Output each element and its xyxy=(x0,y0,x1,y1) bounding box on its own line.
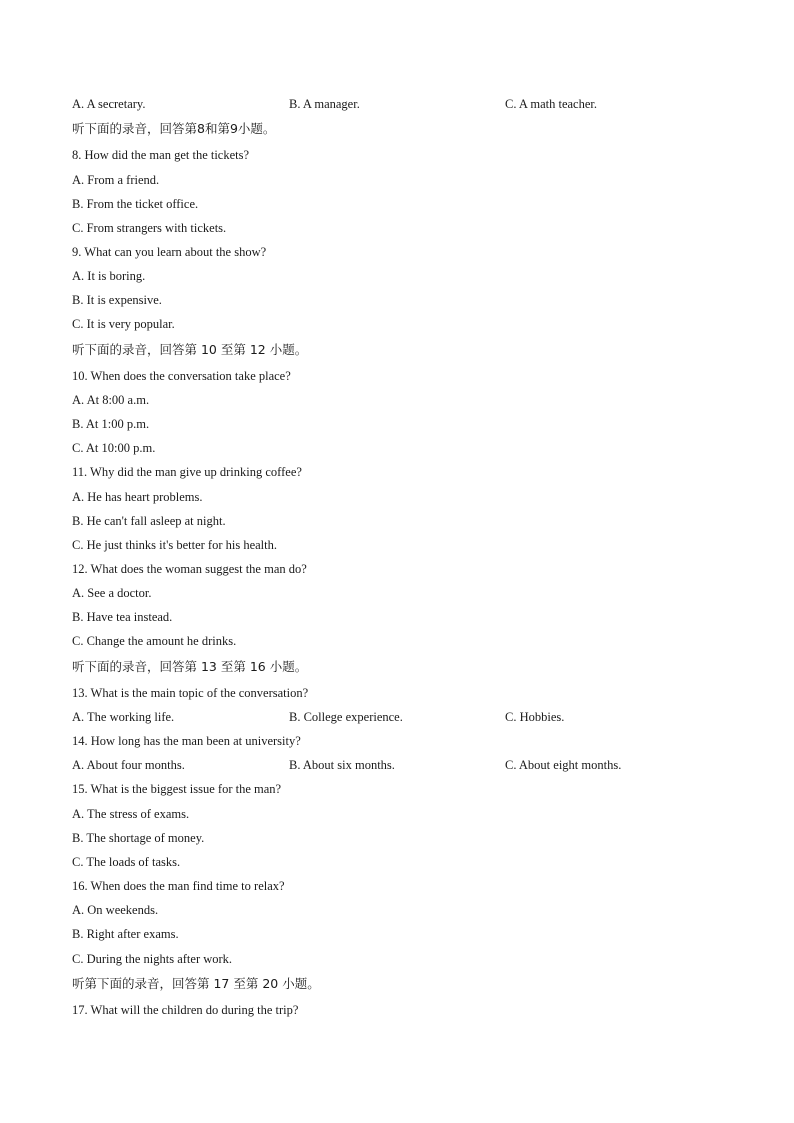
q10-option-b: B. At 1:00 p.m. xyxy=(72,417,150,431)
q11-option-b: B. He can't fall asleep at night. xyxy=(72,514,226,528)
q8-option-b: B. From the ticket office. xyxy=(72,197,199,211)
q12-question: 12. What does the woman suggest the man do? xyxy=(72,562,307,576)
q14-option-c: C. About eight months. xyxy=(505,758,622,772)
q10-question: 10. When does the conversation take place? xyxy=(72,369,291,383)
q16-option-a: A. On weekends. xyxy=(72,903,159,917)
q13-option-c: C. Hobbies. xyxy=(505,710,565,724)
q11-question: 11. Why did the man give up drinking coffee? xyxy=(72,465,302,479)
q13-question: 13. What is the main topic of the conversation? xyxy=(72,686,309,700)
q8-option-a: A. From a friend. xyxy=(72,173,160,187)
q10-option-c: C. At 10:00 p.m. xyxy=(72,441,156,455)
q16-option-b: B. Right after exams. xyxy=(72,927,179,941)
q12-option-c: C. Change the amount he drinks. xyxy=(72,634,237,648)
q9-option-b: B. It is expensive. xyxy=(72,293,162,307)
q14-option-b: B. About six months. xyxy=(289,758,395,772)
q8-question: 8. How did the man get the tickets? xyxy=(72,148,250,162)
q10-option-a: A. At 8:00 a.m. xyxy=(72,393,150,407)
section-heading-17-20: 听第下面的录音，回答第 17 至第 20 小题。 xyxy=(72,976,320,991)
section-heading-10-12: 听下面的录音，回答第 10 至第 12 小题。 xyxy=(72,342,308,357)
q11-option-c: C. He just thinks it's better for his health. xyxy=(72,538,278,552)
q8-option-c: C. From strangers with tickets. xyxy=(72,221,227,235)
q12-option-a: A. See a doctor. xyxy=(72,586,152,600)
section-heading-13-16: 听下面的录音，回答第 13 至第 16 小题。 xyxy=(72,659,308,674)
q13-option-a: A. The working life. xyxy=(72,710,175,724)
q15-option-c: C. The loads of tasks. xyxy=(72,855,181,869)
q7-option-a: A. A secretary. xyxy=(72,97,146,111)
q14-option-a: A. About four months. xyxy=(72,758,185,772)
q9-question: 9. What can you learn about the show? xyxy=(72,245,267,259)
q13-option-b: B. College experience. xyxy=(289,710,403,724)
q15-option-b: B. The shortage of money. xyxy=(72,831,205,845)
q9-option-c: C. It is very popular. xyxy=(72,317,175,331)
section-heading-8-9: 听下面的录音，回答第8和第9小题。 xyxy=(72,121,276,136)
q14-question: 14. How long has the man been at university? xyxy=(72,734,301,748)
q7-option-c: C. A math teacher. xyxy=(505,97,597,111)
q12-option-b: B. Have tea instead. xyxy=(72,610,173,624)
q9-option-a: A. It is boring. xyxy=(72,269,146,283)
q17-question: 17. What will the children do during the trip? xyxy=(72,1003,299,1017)
q16-question: 16. When does the man find time to relax? xyxy=(72,879,285,893)
q16-option-c: C. During the nights after work. xyxy=(72,952,233,966)
q11-option-a: A. He has heart problems. xyxy=(72,490,203,504)
q15-question: 15. What is the biggest issue for the man? xyxy=(72,782,282,796)
q15-option-a: A. The stress of exams. xyxy=(72,807,190,821)
q7-option-b: B. A manager. xyxy=(289,97,360,111)
